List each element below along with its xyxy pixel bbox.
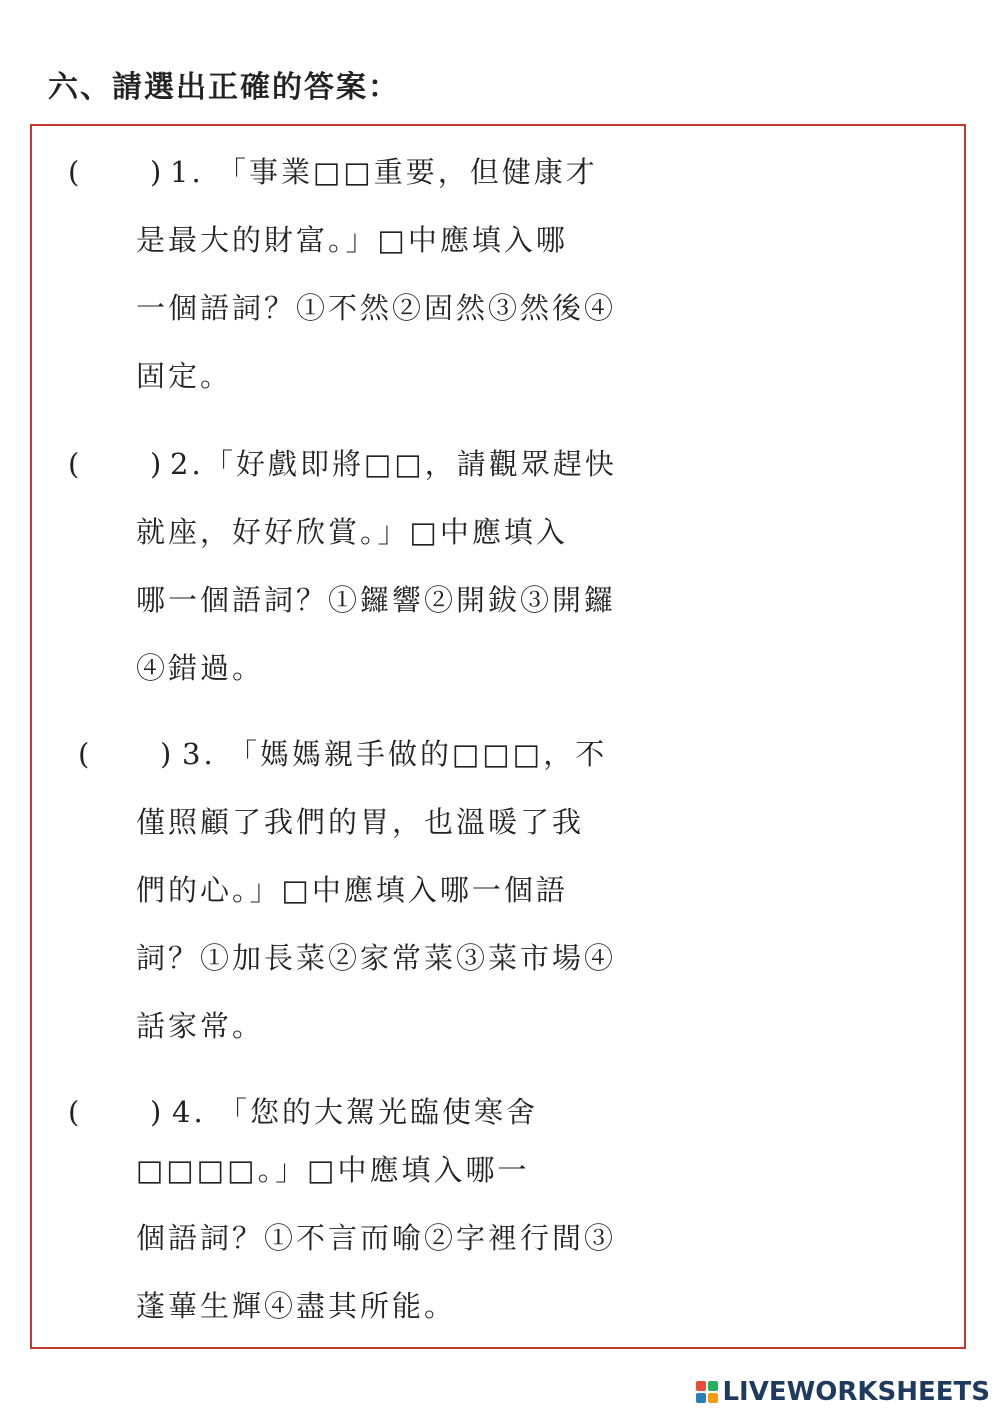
question-line: 僅照顧了我們的胃，也溫暖了我 [136, 805, 585, 839]
question-number: 4. [172, 1095, 206, 1129]
question-line: 們的心。」□中應填入哪一個語 [136, 873, 568, 907]
question-line: □□□□。」□中應填入哪一 [136, 1153, 530, 1187]
answer-input-3[interactable] [106, 736, 160, 774]
answer-input-2[interactable] [96, 446, 150, 484]
answer-input-1[interactable] [96, 154, 150, 192]
question-line: 固定。 [136, 359, 233, 393]
question-line: 「您的大駕光臨使寒舍 [218, 1095, 539, 1129]
question-line: 「媽媽親手做的□□□，不 [228, 737, 608, 771]
liveworksheets-brand [696, 1377, 990, 1407]
question-number: 2. [170, 447, 204, 481]
paren-left: ( [78, 737, 90, 771]
paren-right: ) [150, 1095, 162, 1129]
liveworksheets-logo-icon [696, 1381, 718, 1403]
question-number: 1. [170, 155, 204, 189]
logo-square [708, 1381, 718, 1391]
paren-right: ) [150, 447, 162, 481]
paren-right: ) [160, 737, 172, 771]
logo-square [708, 1393, 718, 1403]
brand-name: LIVEWORKSHEETS [722, 1377, 990, 1407]
question-line: 詞？①加長菜②家常菜③菜市場④ [136, 941, 617, 975]
question-line: 「事業□□重要，但健康才 [217, 155, 598, 189]
question-line: ④錯過。 [136, 651, 265, 685]
logo-square [696, 1393, 706, 1403]
paren-left: ( [68, 1095, 80, 1129]
logo-square [696, 1381, 706, 1391]
question-number: 3. [182, 737, 216, 771]
question-line: 個語詞？①不言而喻②字裡行間③ [136, 1221, 617, 1255]
paren-right: ) [150, 155, 162, 189]
paren-left: ( [68, 447, 80, 481]
question-line: 蓬蓽生輝④盡其所能。 [136, 1289, 457, 1323]
question-line: 一個語詞？①不然②固然③然後④ [136, 291, 617, 325]
question-line: 是最大的財富。」□中應填入哪 [136, 223, 568, 257]
question-frame [30, 124, 966, 1349]
question-line: 哪一個語詞？①鑼響②開鈸③開鑼 [136, 583, 617, 617]
section-title: 六、請選出正確的答案： [48, 70, 400, 105]
answer-input-4[interactable] [96, 1094, 150, 1132]
question-line: 話家常。 [136, 1009, 265, 1043]
paren-left: ( [68, 155, 80, 189]
question-line: 就座，好好欣賞。」□中應填入 [136, 515, 568, 549]
question-line: 「好戲即將□□，請觀眾趕快 [204, 447, 617, 481]
